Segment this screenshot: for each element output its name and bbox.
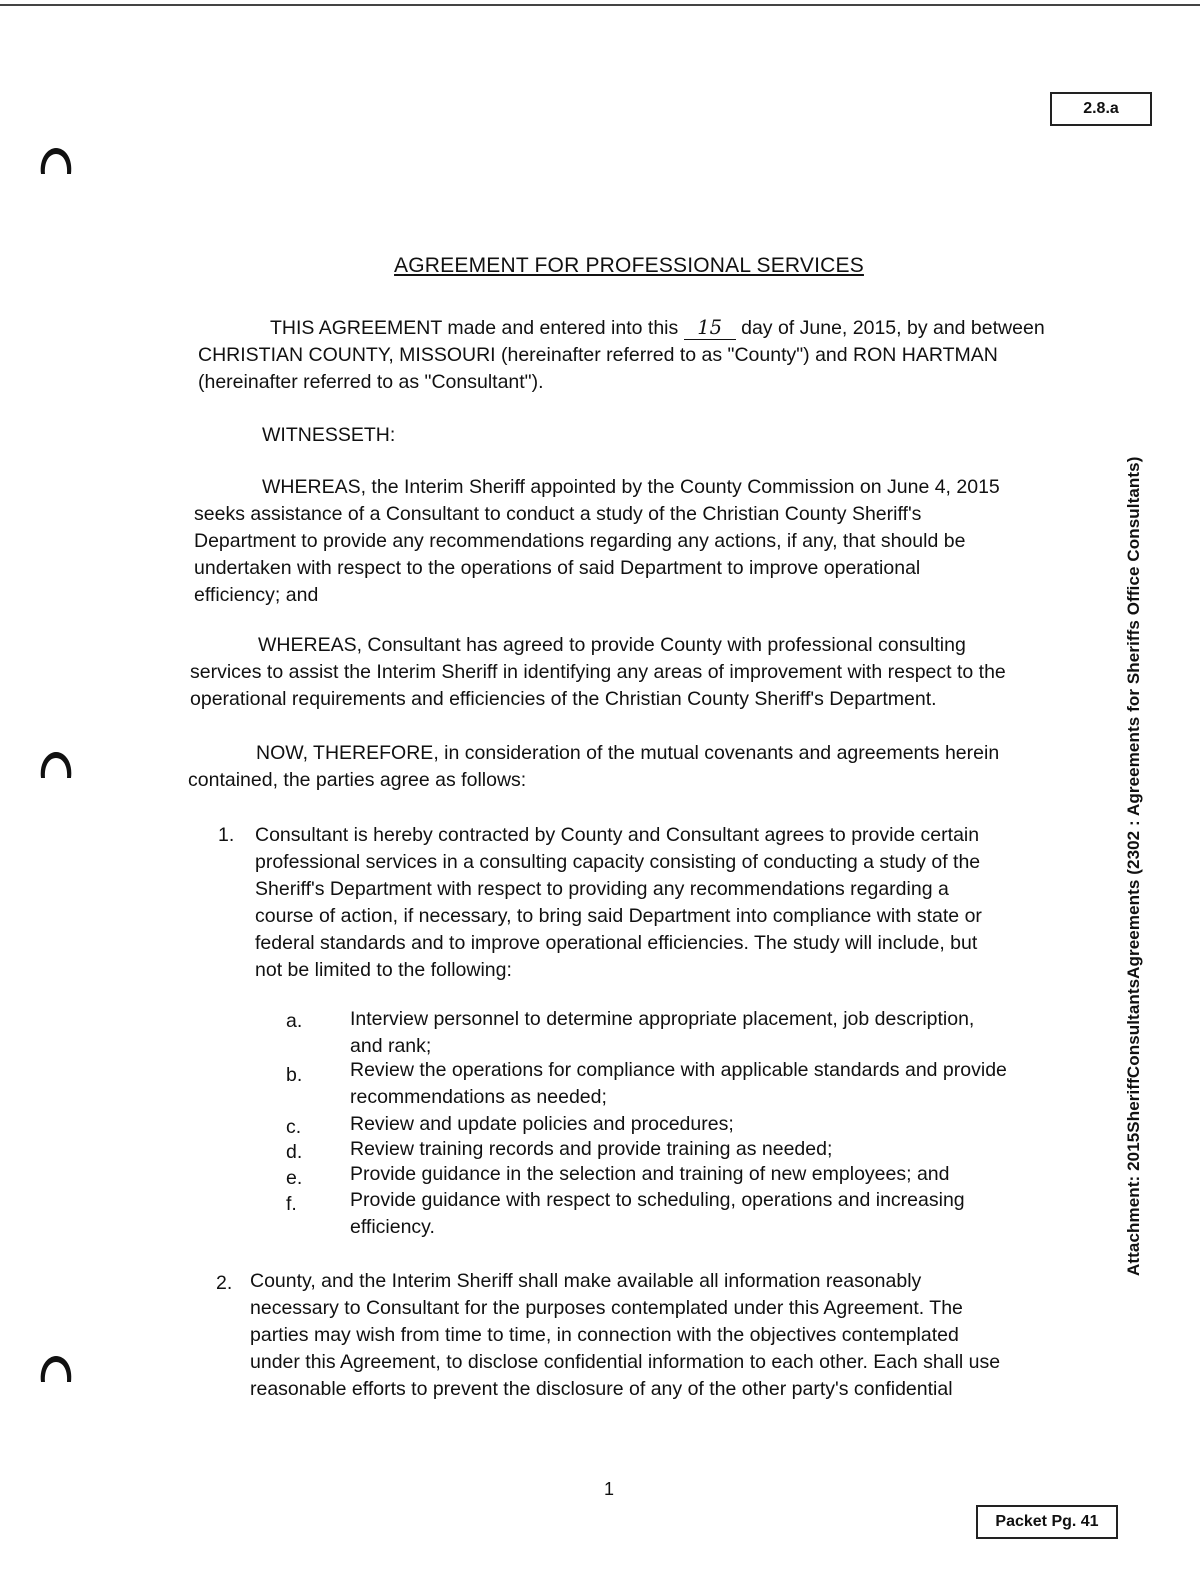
text-line: WHEREAS, the Interim Sheriff appointed by the County Commission on June 4, 2015 <box>262 476 1000 498</box>
text-line: contained, the parties agree as follows: <box>188 769 527 791</box>
text-line: Consultant is hereby contracted by County and Consultant agrees to provide certain <box>255 824 980 846</box>
intro-day-handwritten: 15 <box>684 317 736 340</box>
text-line: parties may wish from time to time, in connection with the objectives contemplated <box>250 1324 959 1346</box>
sub-item-letter: d. <box>286 1141 303 1163</box>
text-line: services to assist the Interim Sheriff in identifying any areas of improvement with respect to the <box>190 661 1006 683</box>
intro-line2: CHRISTIAN COUNTY, MISSOURI (hereinafter referred to as "County") and RON HARTMAN <box>198 344 998 366</box>
agenda-tag-label: 2.8.a <box>1083 100 1119 117</box>
intro-line3: (hereinafter referred to as "Consultant"). <box>198 371 544 393</box>
sub-item-letter: f. <box>286 1193 297 1215</box>
text-line: Department to provide any recommendations regarding any actions, if any, that should be <box>194 530 966 552</box>
now-therefore-paragraph <box>188 740 1088 794</box>
agenda-tag-box <box>1050 92 1152 126</box>
list-item-number: 2. <box>216 1272 233 1294</box>
text-line: Provide guidance in the selection and training of new employees; and <box>350 1163 950 1185</box>
page-number: 1 <box>604 1479 615 1499</box>
intro-after-day: day of June, 2015, by and between <box>741 317 1045 339</box>
sub-item-letter: c. <box>286 1116 302 1138</box>
text-line: Review the operations for compliance with applicable standards and provide <box>350 1059 1007 1081</box>
sub-item-e <box>350 1161 1050 1188</box>
sub-item-letter: a. <box>286 1010 303 1032</box>
witnesseth-heading <box>198 422 395 449</box>
text-line: under this Agreement, to disclose confidential information to each other. Each shall use <box>250 1351 1001 1373</box>
text-line: Review training records and provide training as needed; <box>350 1138 833 1160</box>
list-item-number: 1. <box>218 824 235 846</box>
document-title: AGREEMENT FOR PROFESSIONAL SERVICES <box>394 254 864 277</box>
witnesseth-text: WITNESSETH: <box>262 424 396 446</box>
text-line: Provide guidance with respect to scheduling, operations and increasing <box>350 1189 965 1211</box>
text-line: Interview personnel to determine appropriate placement, job description, <box>350 1008 975 1030</box>
text-line: and rank; <box>350 1035 432 1057</box>
packet-page-label: Packet Pg. 41 <box>995 1513 1099 1530</box>
sub-item-d <box>350 1136 1050 1163</box>
text-line: not be limited to the following: <box>255 959 512 981</box>
text-line: professional services in a consulting capacity consisting of conducting a study of the <box>255 851 981 873</box>
text-line: efficiency. <box>350 1216 435 1238</box>
text-line: efficiency; and <box>194 584 319 606</box>
text-line: Sheriff's Department with respect to providing any recommendations regarding a <box>255 878 949 900</box>
sub-item-f <box>350 1187 1050 1241</box>
list-item-1-body <box>255 822 1055 984</box>
punch-hole-icon <box>38 144 74 178</box>
text-line: operational requirements and efficiencies of the Christian County Sheriff's Department. <box>190 688 937 710</box>
text-line: course of action, if necessary, to bring said Department into compliance with state or <box>255 905 982 927</box>
sub-item-a <box>350 1006 1050 1060</box>
sub-item-letter: b. <box>286 1064 303 1086</box>
intro-before-day: THIS AGREEMENT made and entered into this <box>270 317 679 339</box>
text-line: undertaken with respect to the operations of said Department to improve operational <box>194 557 921 579</box>
text-line: WHEREAS, Consultant has agreed to provide County with professional consulting <box>258 634 966 656</box>
sub-item-letter: e. <box>286 1167 303 1189</box>
text-line: reasonable efforts to prevent the disclosure of any of the other party's confidential <box>250 1378 953 1400</box>
punch-hole-icon <box>38 748 74 782</box>
whereas-paragraph-2 <box>190 632 1090 713</box>
whereas-paragraph-1 <box>194 474 1094 609</box>
punch-hole-icon <box>38 1352 74 1386</box>
list-item-2-body <box>250 1268 1070 1403</box>
text-line: federal standards and to improve operational efficiencies. The study will include, but <box>255 932 978 954</box>
text-line: recommendations as needed; <box>350 1086 607 1108</box>
text-line: seeks assistance of a Consultant to conduct a study of the Christian County Sheriff's <box>194 503 922 525</box>
intro-paragraph <box>198 315 1098 396</box>
sub-item-b <box>350 1057 1050 1111</box>
packet-page-box <box>976 1505 1118 1539</box>
top-edge-rule <box>0 4 1200 6</box>
sub-item-c <box>350 1111 1050 1138</box>
attachment-side-label: Attachment: 2015SheriffConsultantsAgreements (2302 : Agreements for Sheriffs Office Consultants) <box>1124 456 1143 1276</box>
text-line: County, and the Interim Sheriff shall make available all information reasonably <box>250 1270 922 1292</box>
text-line: NOW, THEREFORE, in consideration of the mutual covenants and agreements herein <box>256 742 1000 764</box>
text-line: necessary to Consultant for the purposes contemplated under this Agreement. The <box>250 1297 963 1319</box>
text-line: Review and update policies and procedures; <box>350 1113 734 1135</box>
